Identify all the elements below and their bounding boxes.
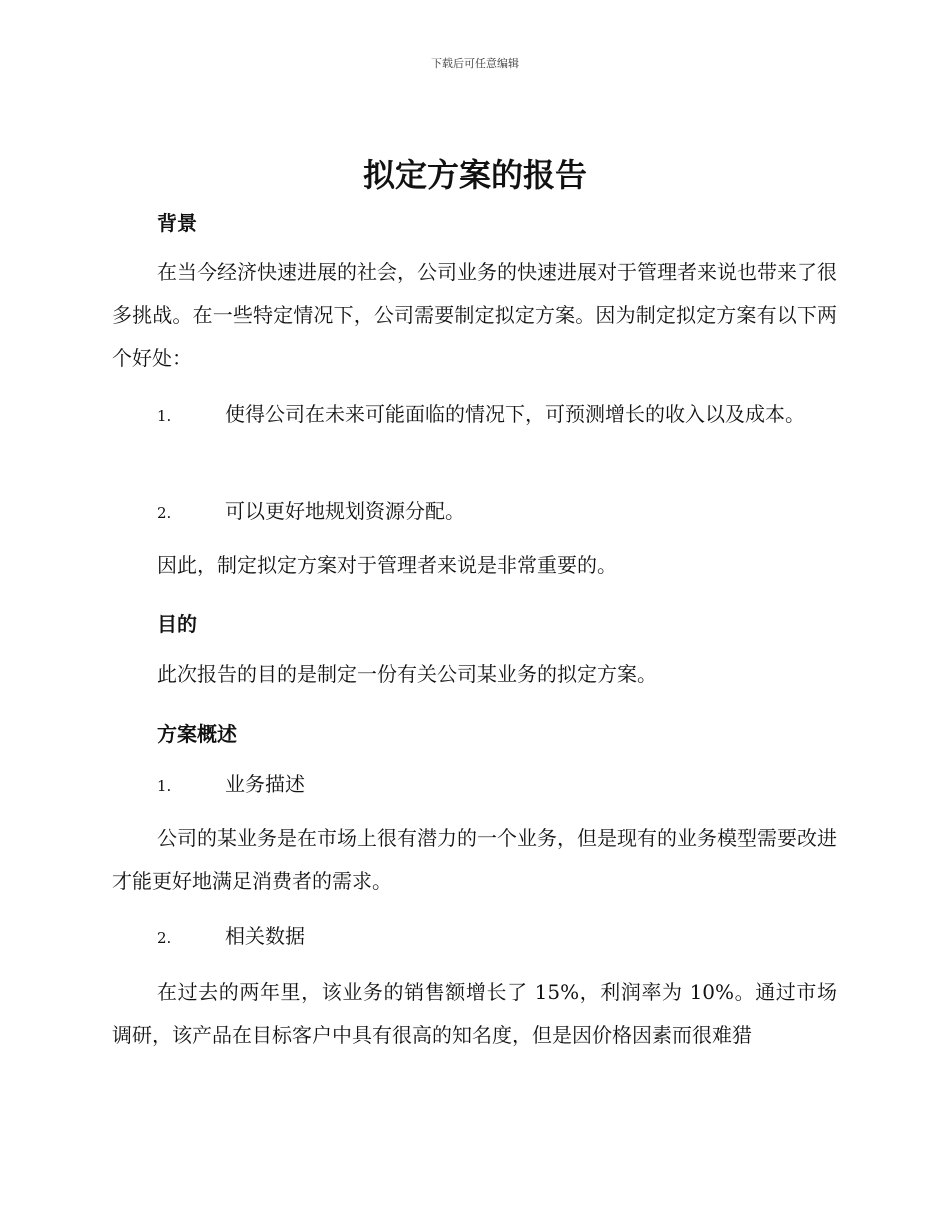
- list-number: 1.: [157, 407, 172, 425]
- overview-item1-text: 公司的某业务是在市场上很有潜力的一个业务，但是现有的业务模型需要改进才能更好地满足消费者的需求。: [112, 826, 837, 893]
- overview-list-item-2: [112, 915, 837, 960]
- background-list-item-1: [112, 393, 837, 438]
- background-intro: 在当今经济快速进展的社会，公司业务的快速进展对于管理者来说也带来了很多挑战。在一些特定情况下，公司需要制定拟定方案。因为制定拟定方案有以下两个好处：: [112, 260, 837, 370]
- list-item-label: 相关数据: [225, 924, 305, 948]
- overview-item2-text: 在过去的两年里，该业务的销售额增长了 15%，利润率为 10%。通过市场调研，该产品在目标客户中具有很高的知名度，但是因价格因素而很难猎: [112, 980, 837, 1047]
- list-item-text: 使得公司在未来可能面临的情况下，可预测增长的收入以及成本。: [225, 402, 805, 426]
- background-list-item-2: [112, 490, 837, 535]
- list-number: 2.: [157, 504, 172, 522]
- list-number: 1.: [157, 777, 172, 795]
- list-number: 2.: [157, 929, 172, 947]
- overview-list-item-1: [112, 763, 837, 808]
- background-conclusion: 因此，制定拟定方案对于管理者来说是非常重要的。: [157, 553, 617, 577]
- section-heading-purpose: 目的: [157, 612, 197, 636]
- section-heading-overview: 方案概述: [157, 722, 237, 746]
- purpose-text: 此次报告的目的是制定一份有关公司某业务的拟定方案。: [157, 662, 657, 686]
- list-item-text: 可以更好地规划资源分配。: [225, 499, 465, 523]
- list-item-label: 业务描述: [225, 772, 305, 796]
- header-note: 下载后可任意编辑: [431, 57, 519, 70]
- section-heading-background: 背景: [157, 211, 197, 235]
- document-title: 拟定方案的报告: [362, 156, 587, 194]
